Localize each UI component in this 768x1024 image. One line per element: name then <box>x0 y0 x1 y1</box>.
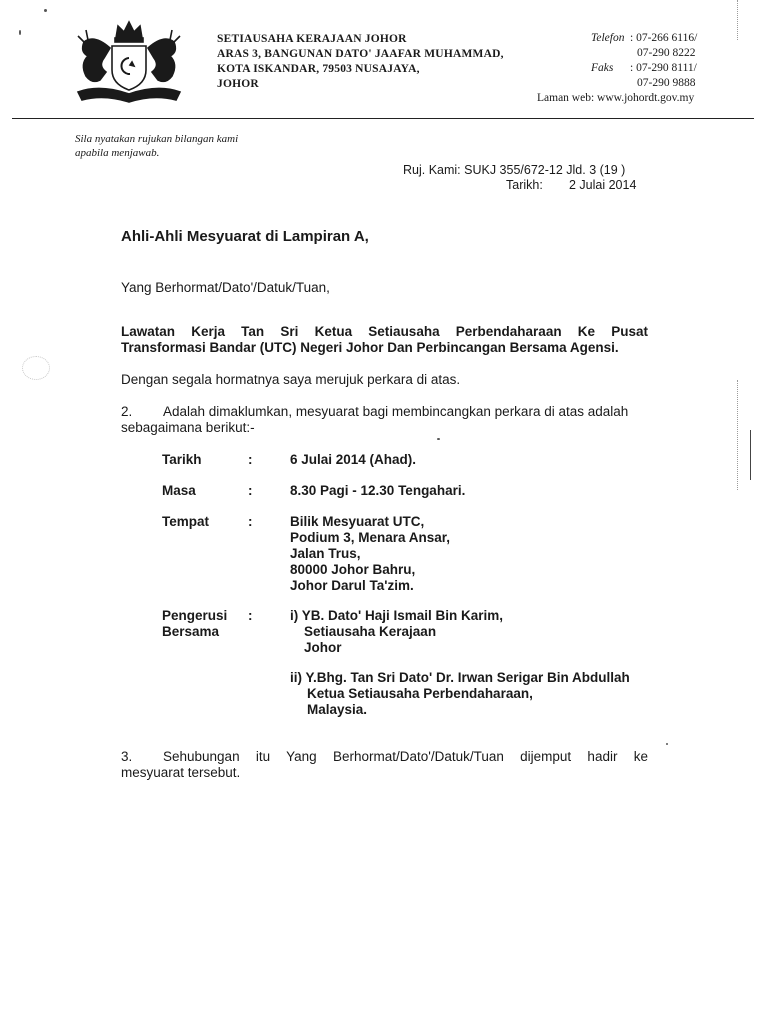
detail-label-tempat: Tempat <box>162 514 210 529</box>
detail-colon: : <box>248 608 253 623</box>
detail-value-tempat-1: Bilik Mesyuarat UTC, <box>290 514 425 529</box>
scan-edge-mark <box>737 0 738 40</box>
johor-coat-of-arms-logo <box>70 18 188 104</box>
detail-value-tarikh: 6 Julai 2014 (Ahad). <box>290 452 417 467</box>
faks-number-2: 07-290 9888 <box>637 77 696 89</box>
chair-2-line-1: ii) Y.Bhg. Tan Sri Dato' Dr. Irwan Serigar Bin Abdullah <box>290 670 630 685</box>
detail-label-masa: Masa <box>162 483 196 498</box>
faks-number-1: : 07-290 8111/ <box>630 62 697 74</box>
detail-label-pengerusi: Pengerusi <box>162 608 228 623</box>
paragraph-3-line-2: mesyuarat tersebut. <box>121 765 241 780</box>
address-line-1: SETIAUSAHA KERAJAAN JOHOR <box>217 33 407 45</box>
date-value: 2 Julai 2014 <box>569 178 637 192</box>
addressee: Ahli-Ahli Mesyuarat di Lampiran A, <box>121 228 369 245</box>
date-label: Tarikh: <box>506 178 543 192</box>
detail-value-tempat-3: Jalan Trus, <box>290 546 361 561</box>
detail-value-masa: 8.30 Pagi - 12.30 Tengahari. <box>290 483 466 498</box>
address-line-4: JOHOR <box>217 78 259 90</box>
scan-speck <box>44 9 47 12</box>
reference-note-line-1: Sila nyatakan rujukan bilangan kami <box>75 133 239 145</box>
scan-speck <box>19 30 21 35</box>
scan-speck <box>666 743 668 745</box>
detail-colon: : <box>248 514 253 529</box>
detail-colon: : <box>248 483 253 498</box>
scan-speck <box>437 438 440 440</box>
header-divider <box>12 118 754 119</box>
salutation: Yang Berhormat/Dato'/Datuk/Tuan, <box>121 280 330 295</box>
address-line-2: ARAS 3, BANGUNAN DATO' JAAFAR MUHAMMAD, <box>217 48 504 60</box>
reference-number: Ruj. Kami: SUKJ 355/672-12 Jld. 3 (19 ) <box>403 163 626 177</box>
paragraph-2-number: 2. <box>121 404 133 419</box>
detail-value-tempat-5: Johor Darul Ta'zim. <box>290 578 414 593</box>
detail-value-tempat-2: Podium 3, Menara Ansar, <box>290 530 451 545</box>
faks-label: Faks <box>591 62 614 74</box>
telefon-number-2: 07-290 8222 <box>637 47 696 59</box>
paragraph-3-line-1: Sehubungan itu Yang Berhormat/Dato'/Datuk/Tuan dijemput hadir ke <box>163 749 648 764</box>
telefon-number-1: : 07-266 6116/ <box>630 32 698 44</box>
subject-line-2: Transformasi Bandar (UTC) Negeri Johor Dan Perbincangan Bersama Agensi. <box>121 340 619 355</box>
paragraph-2-line-1: Adalah dimaklumkan, mesyuarat bagi membincangkan perkara di atas adalah <box>163 404 629 419</box>
detail-colon: : <box>248 452 253 467</box>
subject-line-1-text: Lawatan Kerja Tan Sri Ketua Setiausaha Perbendaharaan Ke Pusat <box>121 324 648 339</box>
paragraph-3-number: 3. <box>121 749 133 764</box>
chair-1-line-3: Johor <box>304 640 342 655</box>
scan-edge-mark <box>750 430 751 480</box>
chair-2-line-3: Malaysia. <box>307 702 368 717</box>
website: Laman web: www.johordt.gov.my <box>537 92 695 104</box>
address-line-3: KOTA ISKANDAR, 79503 NUSAJAYA, <box>217 63 420 75</box>
hole-punch-mark <box>22 356 50 380</box>
detail-label-bersama: Bersama <box>162 624 220 639</box>
telefon-label: Telefon <box>591 32 625 44</box>
scan-edge-mark <box>737 380 738 490</box>
chair-2-line-2: Ketua Setiausaha Perbendaharaan, <box>307 686 533 701</box>
opening-paragraph: Dengan segala hormatnya saya merujuk perkara di atas. <box>121 372 461 387</box>
detail-value-tempat-4: 80000 Johor Bahru, <box>290 562 416 577</box>
chair-1-line-1: i) YB. Dato' Haji Ismail Bin Karim, <box>290 608 504 623</box>
paragraph-2-line-2: sebagaimana berikut:- <box>121 420 255 435</box>
reference-note-line-2: apabila menjawab. <box>75 147 160 159</box>
chair-1-line-2: Setiausaha Kerajaan <box>304 624 437 639</box>
detail-label-tarikh: Tarikh <box>162 452 202 467</box>
subject-line-1 <box>121 324 648 339</box>
